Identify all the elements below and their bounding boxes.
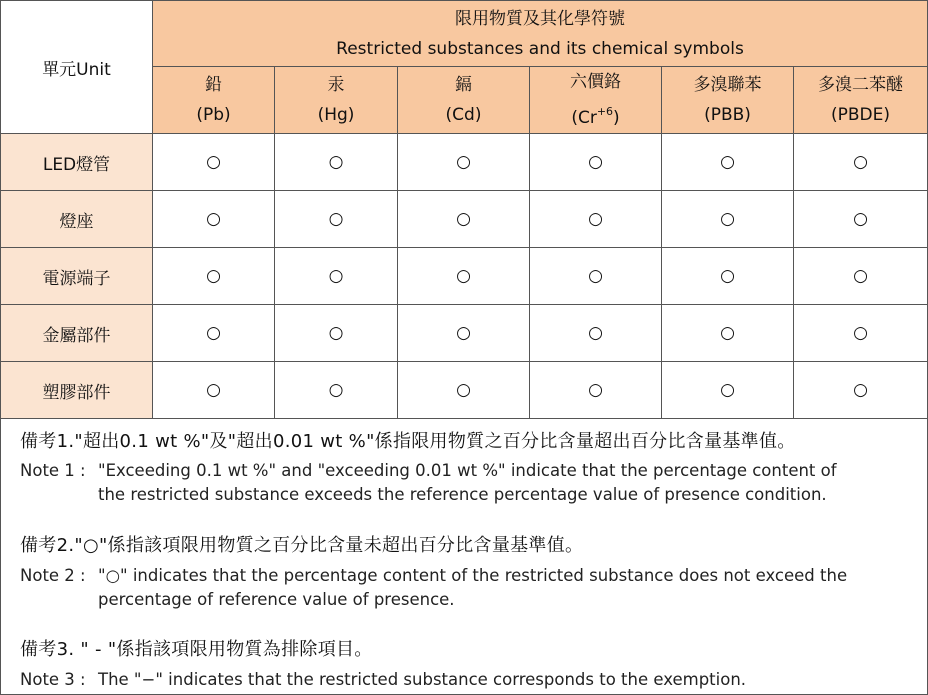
substance-name: 鉛 (205, 75, 222, 95)
table-cell: ○ (530, 362, 662, 419)
table-cell: ○ (275, 362, 398, 419)
table-cell: ○ (794, 248, 928, 305)
note-label: Note 2 : (20, 566, 86, 585)
restricted-header-zh: 限用物質及其化學符號 (455, 8, 625, 29)
table-cell: ○ (794, 362, 928, 419)
note-line: The "−" indicates that the restricted substance corresponds to the exemption. (98, 670, 747, 689)
row-label: 電源端子 (1, 248, 153, 305)
substance-superscript: +6 (596, 105, 614, 118)
table-cell: ○ (530, 134, 662, 191)
table-cell: ○ (530, 248, 662, 305)
substance-name: 多溴二苯醚 (818, 75, 903, 95)
table-row (1, 248, 928, 305)
substance-header-pbde (794, 67, 928, 134)
table-cell: ○ (530, 191, 662, 248)
table-cell: ○ (530, 305, 662, 362)
table-cell: ○ (275, 134, 398, 191)
header-row-top (1, 1, 928, 67)
substance-symbol: (Cd) (445, 105, 482, 125)
substance-symbol-group (530, 97, 661, 133)
table-cell: ○ (662, 248, 794, 305)
table-cell: ○ (153, 134, 275, 191)
note-1-zh: 備考1."超出0.1 wt %"及"超出0.01 wt %"係指限用物質之百分比含量超出百分比含量基準值。 (20, 431, 796, 452)
substance-header-pbb (662, 67, 794, 134)
note-label: Note 1 : (20, 461, 86, 480)
table-cell: ○ (794, 305, 928, 362)
substance-symbol: (Cr (571, 108, 597, 128)
table-cell: ○ (398, 191, 530, 248)
table-cell: ○ (153, 191, 275, 248)
substance-symbol: (Hg) (317, 105, 355, 125)
table-cell: ○ (794, 191, 928, 248)
note-line: "○" indicates that the percentage content of the restricted substance does not exceed the (98, 566, 848, 585)
note-line: the restricted substance exceeds the reference percentage value of presence condition. (98, 485, 827, 504)
table-row (1, 362, 928, 419)
table-cell: ○ (275, 191, 398, 248)
table-cell: ○ (153, 248, 275, 305)
substance-name: 多溴聯苯 (693, 75, 762, 95)
substance-symbol: (PBDE) (830, 105, 890, 125)
substance-header-pb (153, 67, 275, 134)
substance-header-cd (398, 67, 530, 134)
table-cell: ○ (398, 362, 530, 419)
note-2-en (20, 564, 920, 612)
table-row (1, 134, 928, 191)
table-row (1, 191, 928, 248)
substance-header-cr6 (530, 67, 662, 134)
table-cell: ○ (275, 248, 398, 305)
row-label: 金屬部件 (1, 305, 153, 362)
row-label: LED燈管 (1, 134, 153, 191)
note-1-en (20, 459, 920, 507)
note-line: percentage of reference value of presence. (98, 590, 455, 609)
substance-name: 六價鉻 (570, 72, 621, 92)
table-cell: ○ (662, 191, 794, 248)
table-cell: ○ (794, 134, 928, 191)
substance-header-hg (275, 67, 398, 134)
substance-symbol-end: ) (613, 108, 620, 128)
substance-name: 鎘 (455, 75, 472, 95)
note-line: "Exceeding 0.1 wt %" and "exceeding 0.01 wt %" indicate that the percentage content of (98, 461, 837, 480)
note-label: Note 3 : (20, 670, 86, 689)
table-cell: ○ (275, 305, 398, 362)
table-cell: ○ (662, 362, 794, 419)
unit-header: 單元Unit (1, 1, 153, 134)
substance-symbol: (PBB) (704, 105, 751, 125)
note-2-zh: 備考2."○"係指該項限用物質之百分比含量未超出百分比含量基準值。 (20, 535, 584, 556)
row-label: 燈座 (1, 191, 153, 248)
restricted-header-en: Restricted substances and its chemical symbols (336, 38, 744, 59)
note-3-zh: 備考3. " - "係指該項限用物質為排除項目。 (20, 639, 373, 660)
table-cell: ○ (398, 305, 530, 362)
substance-symbol: (Pb) (196, 105, 231, 125)
table-cell: ○ (398, 134, 530, 191)
row-label: 塑膠部件 (1, 362, 153, 419)
table-cell: ○ (398, 248, 530, 305)
note-3-en (20, 668, 920, 692)
table-cell: ○ (153, 305, 275, 362)
substance-name: 汞 (327, 75, 345, 95)
table-row (1, 305, 928, 362)
table-cell: ○ (153, 362, 275, 419)
restricted-header (153, 1, 928, 67)
table-cell: ○ (662, 134, 794, 191)
table-cell: ○ (662, 305, 794, 362)
